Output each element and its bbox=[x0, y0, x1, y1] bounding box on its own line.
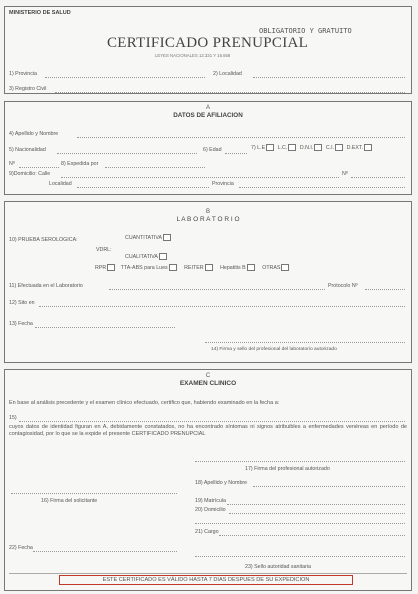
position-label: 21) Cargo bbox=[195, 529, 219, 535]
protocol-field[interactable] bbox=[365, 289, 405, 290]
document-type-row bbox=[251, 144, 372, 151]
lab-date-label: 13) Fecha bbox=[9, 321, 33, 327]
quantitative-label: CUANTITATIVA bbox=[125, 234, 163, 241]
tta-abs-label: TTA-ABS para Lues bbox=[120, 264, 168, 271]
registration-field[interactable] bbox=[227, 504, 405, 505]
footer-divider bbox=[9, 573, 407, 574]
laboratory-label: 11) Efectuada en el Laboratorio bbox=[9, 283, 83, 289]
civil-registry-label: 3) Registro Civil bbox=[9, 86, 47, 92]
doctor-signature-label: 17) Firma del profesional autorizado bbox=[245, 466, 330, 472]
le-label: 7) L.E bbox=[251, 144, 266, 151]
le-checkbox[interactable] bbox=[266, 144, 274, 151]
address-street-label: 9)Domicilio: Calle bbox=[9, 171, 51, 177]
health-seal-label: 23) Sello autoridad sanitaria bbox=[245, 564, 311, 570]
protocol-label: Protocolo Nº bbox=[328, 283, 358, 289]
address-locality-field[interactable] bbox=[77, 187, 209, 188]
ministry-label: MINISTERIO DE SALUD bbox=[9, 10, 71, 16]
doc-number-label: Nº bbox=[9, 161, 15, 167]
clinical-statement: En base al análisis precedente y el examen clínico efectuado, certifico que, habiendo examinado en la fecha a: bbox=[9, 400, 280, 406]
doctor-signature-line[interactable] bbox=[195, 461, 405, 462]
address-number-field[interactable] bbox=[351, 177, 405, 178]
laboratory-field[interactable] bbox=[109, 289, 325, 290]
lab-date-field[interactable] bbox=[35, 327, 175, 328]
health-seal-line[interactable] bbox=[195, 556, 405, 557]
section-a-affiliation bbox=[4, 101, 412, 195]
header-section bbox=[4, 6, 412, 94]
reiter-checkbox[interactable] bbox=[205, 264, 213, 271]
qualitative-label: CUALITATIVA bbox=[125, 253, 158, 260]
doctor-address-field[interactable] bbox=[229, 513, 405, 514]
province-field[interactable] bbox=[45, 77, 205, 78]
lab-signature-line[interactable] bbox=[205, 342, 405, 343]
section-c-clinical-exam bbox=[4, 369, 412, 591]
address-locality-label: Localidad bbox=[49, 181, 72, 187]
ci-label: C.I. bbox=[325, 144, 335, 151]
dni-label: D.N.I. bbox=[299, 144, 314, 151]
age-label: 6) Edad bbox=[203, 147, 222, 153]
doctor-address-label: 20) Domicilio bbox=[195, 507, 226, 513]
hepatitis-b-checkbox[interactable] bbox=[247, 264, 255, 271]
dni-checkbox[interactable] bbox=[314, 144, 322, 151]
rpr-checkbox[interactable] bbox=[107, 264, 115, 271]
ci-checkbox[interactable] bbox=[335, 144, 343, 151]
other-tests-checkbox[interactable] bbox=[281, 264, 289, 271]
qualitative-checkbox[interactable] bbox=[159, 253, 167, 260]
lc-checkbox[interactable] bbox=[288, 144, 296, 151]
laws-label: LEYES NACIONALES 12.331 Y 16.668 bbox=[155, 53, 231, 58]
reiter-label: REITER bbox=[184, 264, 204, 271]
applicant-signature-line[interactable] bbox=[11, 493, 177, 494]
lab-signature-label: 14) Firma y sello del profesional del laboratorio autorizado bbox=[211, 347, 337, 352]
examined-person-label: 15) bbox=[9, 415, 17, 421]
doctor-address-field-2[interactable] bbox=[195, 523, 405, 524]
dext-checkbox[interactable] bbox=[364, 144, 372, 151]
name-field[interactable] bbox=[77, 137, 405, 138]
examined-person-field[interactable] bbox=[19, 421, 405, 422]
validity-notice bbox=[59, 575, 353, 585]
section-b-laboratory bbox=[4, 201, 412, 363]
doc-number-field[interactable] bbox=[19, 167, 59, 168]
locality-label: 2) Localidad bbox=[213, 71, 242, 77]
nationality-field[interactable] bbox=[57, 153, 197, 154]
quantitative-row bbox=[125, 234, 171, 241]
quantitative-checkbox[interactable] bbox=[163, 234, 171, 241]
rpr-label: RPR bbox=[95, 264, 107, 271]
section-a-letter: A bbox=[205, 105, 210, 111]
serology-label: 10) PRUEBA SEROLOGICA: bbox=[9, 237, 78, 243]
exam-date-field[interactable] bbox=[33, 551, 177, 552]
section-c-letter: C bbox=[205, 373, 211, 379]
issued-by-label: 8) Expedida por bbox=[61, 161, 99, 167]
other-tests-label: OTRAS bbox=[262, 264, 281, 271]
tests-row bbox=[95, 264, 289, 271]
located-at-label: 12) Sito en bbox=[9, 300, 35, 306]
section-a-title: DATOS DE AFILIACION bbox=[173, 112, 243, 119]
hepatitis-b-label: Hepatitis B bbox=[220, 264, 246, 271]
mandatory-label: OBLIGATORIO Y GRATUITO bbox=[259, 27, 352, 35]
clinical-declaration: cuyos datos de identidad figuran en A, debidamente constatados, no ha encontrado síntomas ni signos atribuibles a enfermedades venéreas en período de contagiosidad, por lo que se la expide el presente CERTIFICADO PRENUPCIAL bbox=[9, 424, 407, 438]
address-street-field[interactable] bbox=[61, 177, 339, 178]
name-label: 4) Apellido y Nombre bbox=[9, 131, 59, 137]
dext-label: D.EXT. bbox=[346, 144, 364, 151]
tta-abs-checkbox[interactable] bbox=[169, 264, 177, 271]
qualitative-row bbox=[125, 253, 167, 260]
age-field[interactable] bbox=[225, 153, 247, 154]
located-at-field[interactable] bbox=[39, 306, 405, 307]
registration-label: 19) Matrícula bbox=[195, 498, 226, 504]
doctor-name-field[interactable] bbox=[253, 486, 405, 487]
exam-date-label: 22) Fecha bbox=[9, 545, 33, 551]
address-number-label: Nº bbox=[342, 171, 348, 177]
section-b-title: L A B O R A T O R I O bbox=[176, 216, 240, 223]
issued-by-field[interactable] bbox=[105, 167, 205, 168]
section-b-letter: B bbox=[205, 209, 210, 215]
doctor-name-label: 18) Apellido y Nombre bbox=[195, 480, 248, 486]
address-province-field[interactable] bbox=[239, 187, 405, 188]
address-province-label: Provincia bbox=[212, 181, 234, 187]
applicant-signature-label: 16) Firma del solicitante bbox=[41, 498, 98, 504]
vdrl-label: VDRL: bbox=[96, 247, 112, 253]
province-label: 1) Provincia bbox=[9, 71, 37, 77]
nationality-label: 5) Nacionalidad bbox=[9, 147, 46, 153]
civil-registry-field[interactable] bbox=[55, 92, 405, 93]
certificate-title: CERTIFICADO PRENUPCIAL bbox=[107, 35, 309, 51]
section-c-title: EXAMEN CLINICO bbox=[179, 380, 237, 387]
lc-label: L.C. bbox=[277, 144, 288, 151]
locality-field[interactable] bbox=[253, 77, 405, 78]
validity-notice-text: ESTE CERTIFICADO ES VÁLIDO HASTA 7 DIAS DESPUES DE SU EXPEDICION bbox=[102, 577, 310, 583]
position-field[interactable] bbox=[219, 535, 405, 536]
